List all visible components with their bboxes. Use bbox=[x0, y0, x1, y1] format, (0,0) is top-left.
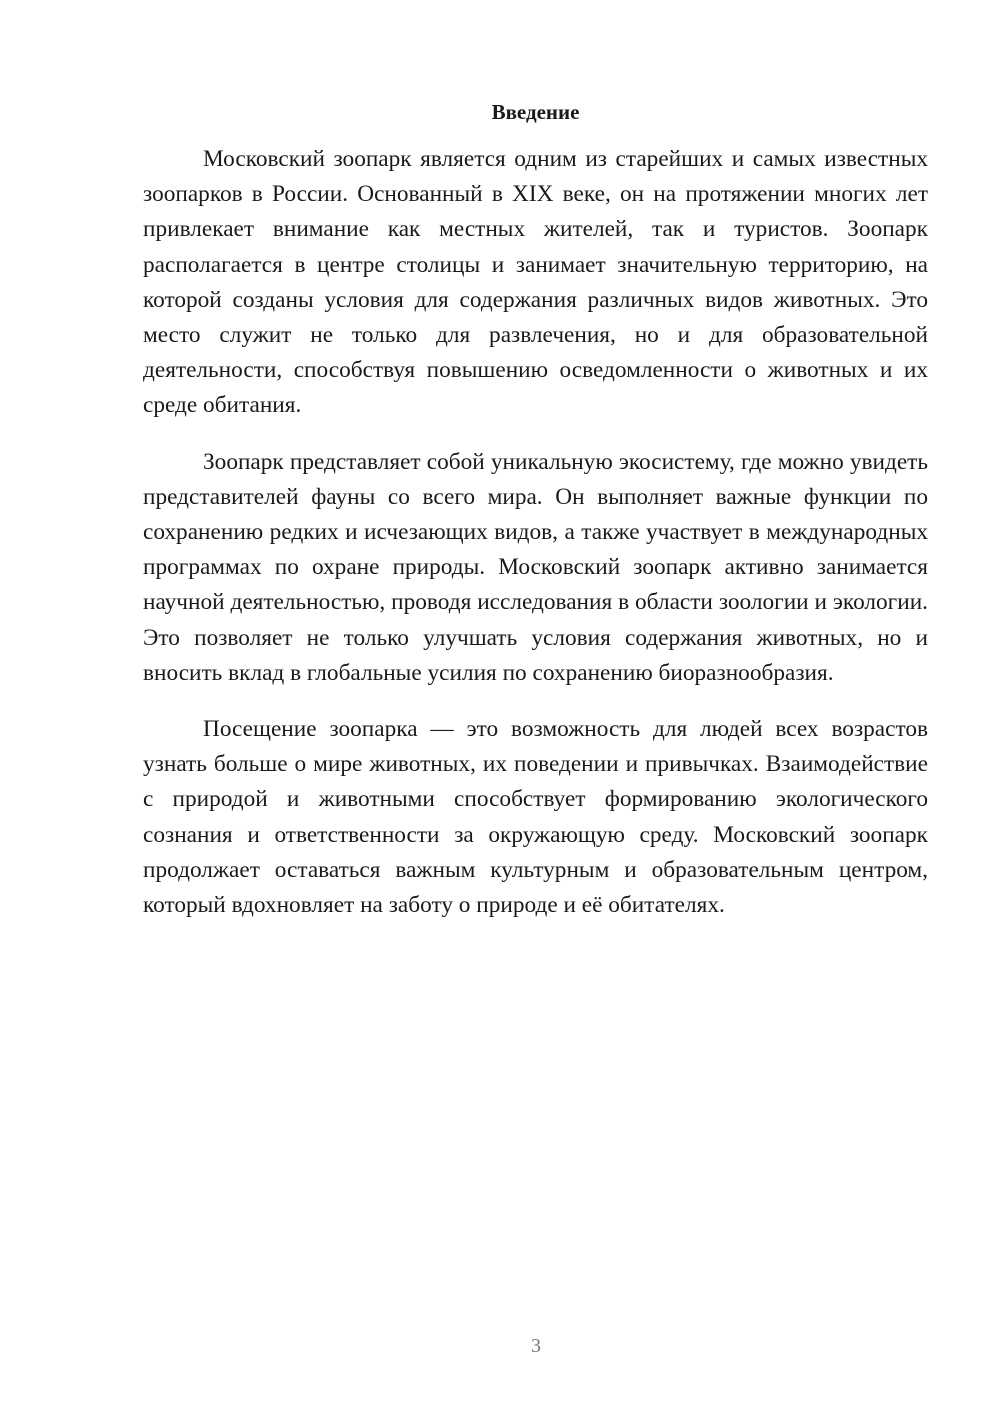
body-text bbox=[143, 142, 928, 944]
paragraph-1: Московский зоопарк является одним из старейших и самых известных зоопарков в России. Основанный в XIX веке, он на протяжении многих лет привлекает внимание как местных жителей, так и туристов. Зоопарк располагается в центре столицы и занимает значительную территорию, на которой созданы условия для содержания различных видов животных. Это место служит не только для развлечения, но и для образовательной деятельности, способствуя повышению осведомленности о животных и их среде обитания. bbox=[143, 146, 928, 419]
paragraph-2: Зоопарк представляет собой уникальную экосистему, где можно увидеть представителей фауны со всего мира. Он выполняет важные функции по сохранению редких и исчезающих видов, а также участвует в международных программах по охране природы. Московский зоопарк активно занимается научной деятельностью, проводя исследования в области зоологии и экологии. Это позволяет не только улучшать условия содержания животных, но и вносить вклад в глобальные усилия по сохранению биоразнообразия. bbox=[143, 448, 928, 686]
page-number: 3 bbox=[531, 1335, 541, 1357]
paragraph-3: Посещение зоопарка — это возможность для людей всех возрастов узнать больше о мире животных, их поведении и привычках. Взаимодействие с природой и животными способствует формированию экологического сознания и ответственности за окружающую среду. Московский зоопарк продолжает оставаться важным культурным и образовательным центром, который вдохновляет на заботу о природе и её обитателях. bbox=[143, 716, 928, 919]
page-title: Введение bbox=[491, 100, 580, 124]
